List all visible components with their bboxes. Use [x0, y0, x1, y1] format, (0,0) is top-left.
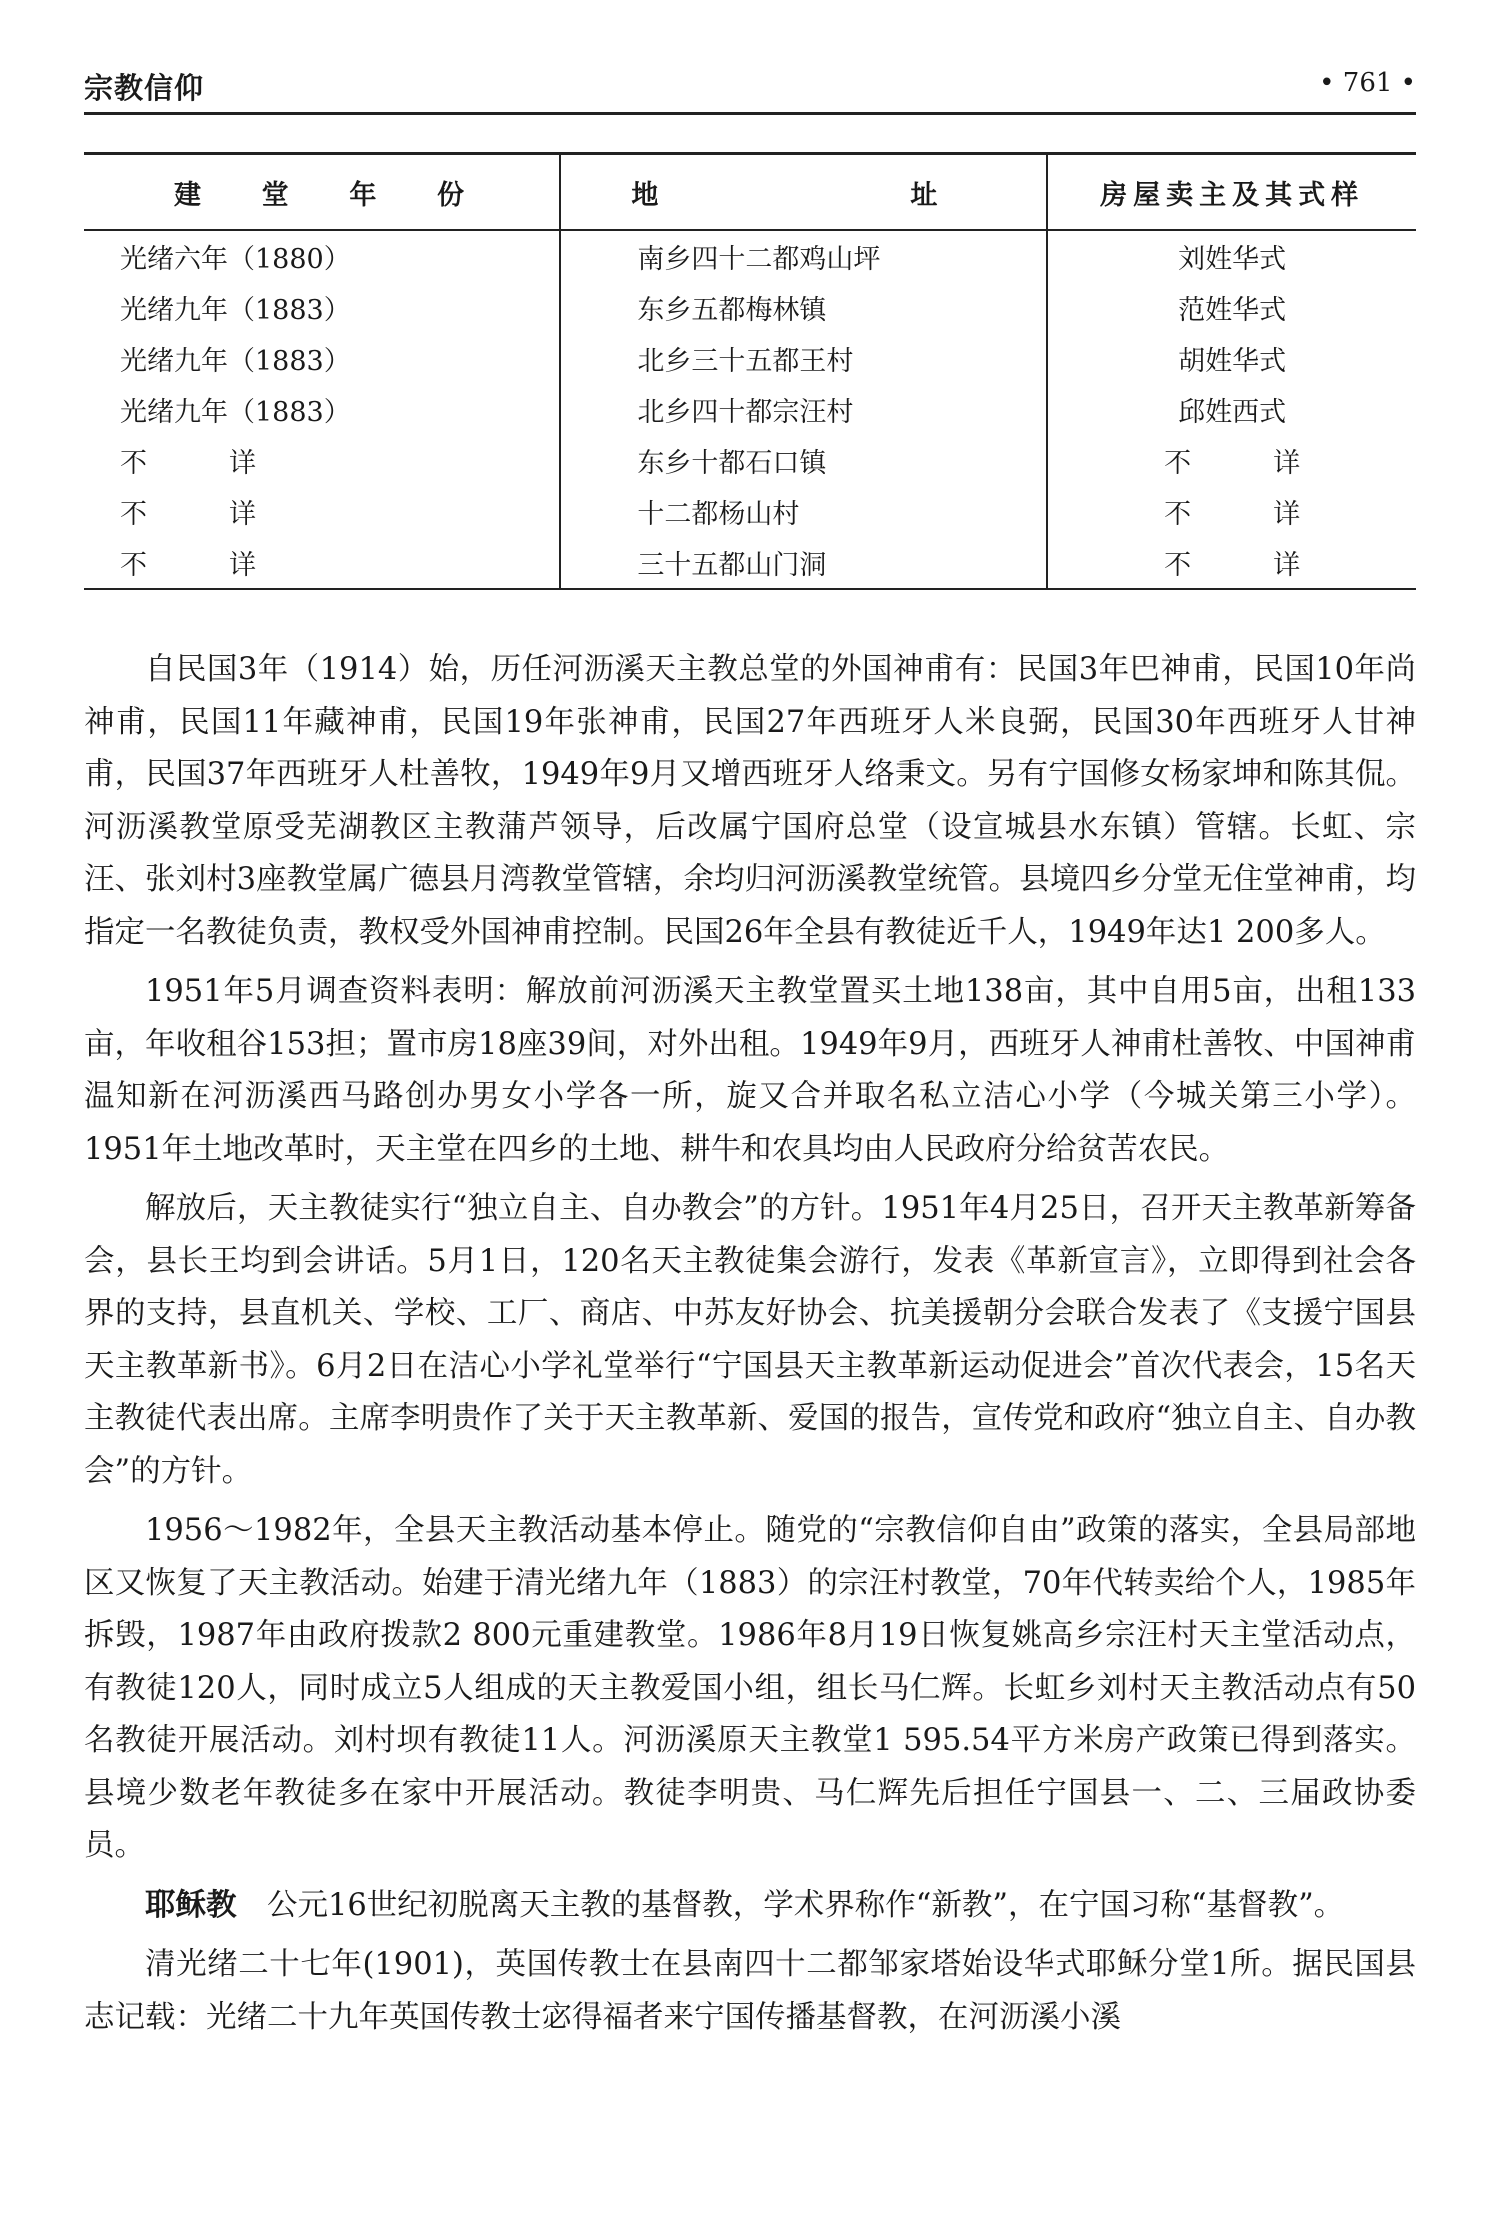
paragraph-church-property: 1951年5月调查资料表明：解放前河沥溪天主教堂置买土地138亩，其中自用5亩，出租133亩，年收租谷153担；置市房18座39间，对外出租。1949年9月，西班牙人神甫杜善牧、中国神甫温知新在河沥溪西马路创办男女小学各一所，旋又合并取名私立洁心小学（今城关第三小学）。1951年土地改革时，天主堂在四乡的土地、耕牛和农具均由人民政府分给贫苦农民。: [84, 974, 1416, 1167]
cell-address: 东乡五都梅林镇: [560, 282, 1047, 333]
paragraph-protestant-history: 清光绪二十七年(1901)，英国传教士在县南四十二都邹家塔始设华式耶稣分堂1所。据民国县志记载：光绪二十九年英国传教士宓得福者来宁国传播基督教，在河沥溪小溪: [84, 1947, 1416, 2035]
cell-year: 光绪九年（1883）: [84, 333, 560, 384]
running-header: [84, 62, 1416, 112]
col-header-year: 建堂年份: [84, 154, 560, 231]
cell-year: 不详: [84, 486, 560, 537]
col-header-address: 地址: [560, 154, 1047, 231]
header-rule: [84, 112, 1416, 115]
table-row: [84, 282, 1416, 333]
cell-address: 北乡三十五都王村: [560, 333, 1047, 384]
cell-seller: 邱姓西式: [1178, 397, 1287, 428]
cell-seller: 刘姓华式: [1178, 244, 1287, 275]
cell-address: 十二都杨山村: [560, 486, 1047, 537]
table-row: [84, 230, 1416, 282]
protestant-heading: 耶稣教: [145, 1887, 237, 1923]
table-row: [84, 333, 1416, 384]
cell-address: 东乡十都石口镇: [560, 435, 1047, 486]
church-records-table: [84, 152, 1416, 590]
cell-seller: 胡姓华式: [1178, 346, 1287, 377]
page-number: • 761 •: [1319, 68, 1416, 98]
cell-year: 光绪九年（1883）: [84, 384, 560, 435]
paragraph-reform-movement: 解放后，天主教徒实行“独立自主、自办教会”的方针。1951年4月25日，召开天主教革新筹备会，县长王均到会讲话。5月1日，120名天主教徒集会游行，发表《革新宣言》，立即得到社会各界的支持，县直机关、学校、工厂、商店、中苏友好协会、抗美援朝分会联合发表了《支援宁国县天主教革新书》。6月2日在洁心小学礼堂举行“宁国县天主教革新运动促进会”首次代表会，15名天主教徒代表出席。主席李明贵作了关于天主教革新、爱国的报告，宣传党和政府“独立自主、自办教会”的方针。: [84, 1191, 1416, 1489]
paragraph-protestantism: [84, 1880, 1416, 1933]
cell-year: 光绪六年（1880）: [84, 230, 560, 282]
cell-seller: 范姓华式: [1178, 295, 1287, 326]
protestant-intro: 公元16世纪初脱离天主教的基督教，学术界称作“新教”，在宁国习称“基督教”。: [267, 1887, 1345, 1923]
col-header-seller: 房屋卖主及其式样: [1047, 154, 1416, 231]
cell-address: 北乡四十都宗汪村: [560, 384, 1047, 435]
table-row: [84, 537, 1416, 589]
table-row: [84, 486, 1416, 537]
paragraph-foreign-priests: 自民国3年（1914）始，历任河沥溪天主教总堂的外国神甫有：民国3年巴神甫，民国10年尚神甫，民国11年藏神甫，民国19年张神甫，民国27年西班牙人米良弼，民国30年西班牙人甘神甫，民国37年西班牙人杜善牧，1949年9月又增西班牙人络秉文。另有宁国修女杨家坤和陈其侃。河沥溪教堂原受芜湖教区主教蒲芦领导，后改属宁国府总堂（设宣城县水东镇）管辖。长虹、宗汪、张刘村3座教堂属广德县月湾教堂管辖，余均归河沥溪教堂统管。县境四乡分堂无住堂神甫，均指定一名教徒负责，教权受外国神甫控制。民国26年全县有教徒近千人，1949年达1 200多人。: [84, 652, 1416, 950]
cell-seller: 不详: [1164, 448, 1301, 479]
section-title: 宗教信仰: [84, 71, 205, 105]
cell-year: 不详: [84, 435, 560, 486]
cell-seller: 不详: [1047, 537, 1416, 589]
body-text: [84, 644, 1416, 2051]
cell-year: 光绪九年（1883）: [84, 282, 560, 333]
table-header-row: [84, 154, 1416, 231]
paragraph-revival: 1956～1982年，全县天主教活动基本停止。随党的“宗教信仰自由”政策的落实，全县局部地区又恢复了天主教活动。始建于清光绪九年（1883）的宗汪村教堂，70年代转卖给个人，1985年拆毁，1987年由政府拨款2 800元重建教堂。1986年8月19日恢复姚高乡宗汪村天主堂活动点，有教徒120人，同时成立5人组成的天主教爱国小组，组长马仁辉。长虹乡刘村天主教活动点有50名教徒开展活动。刘村坝有教徒11人。河沥溪原天主教堂1 595.54平方米房产政策已得到落实。县境少数老年教徒多在家中开展活动。教徒李明贵、马仁辉先后担任宁国县一、二、三届政协委员。: [84, 1513, 1416, 1863]
table-row: [84, 435, 1416, 486]
cell-address: 南乡四十二都鸡山坪: [560, 230, 1047, 282]
table-row: [84, 384, 1416, 435]
cell-address: 三十五都山门洞: [560, 537, 1047, 589]
cell-year: 不详: [84, 537, 560, 589]
cell-seller: 不详: [1164, 499, 1301, 530]
